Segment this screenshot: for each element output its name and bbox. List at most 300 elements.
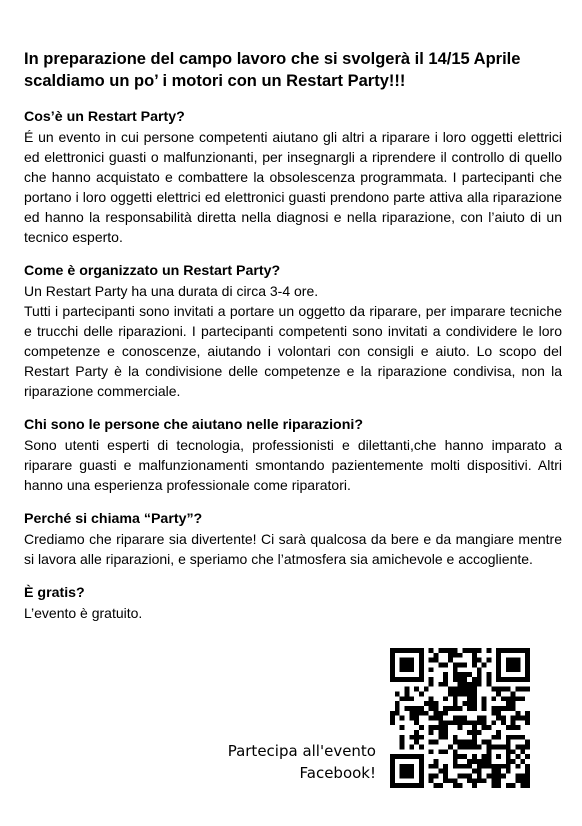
qr-module [458, 774, 463, 779]
qr-module [419, 783, 424, 788]
qr-module [453, 706, 458, 711]
qr-module [467, 701, 472, 706]
qr-module [458, 672, 463, 677]
qr-module [404, 687, 409, 692]
qr-module [472, 682, 477, 687]
qr-module [506, 745, 511, 750]
qr-module [472, 687, 477, 692]
qr-module [491, 706, 496, 711]
qr-module [525, 667, 530, 672]
qr-module [501, 687, 506, 692]
qr-module [525, 711, 530, 716]
qr-module [482, 740, 487, 745]
qr-module [472, 725, 477, 730]
qr-module [487, 682, 492, 687]
qr-module [419, 745, 424, 750]
qr-module [501, 648, 506, 653]
qr-module [477, 769, 482, 774]
qr-module [458, 687, 463, 692]
qr-module [448, 687, 453, 692]
qr-module [400, 677, 405, 682]
section-organization [24, 261, 562, 401]
qr-module [472, 658, 477, 663]
qr-module [424, 701, 429, 706]
qr-module [433, 706, 438, 711]
qr-module [472, 701, 477, 706]
cta-line: Facebook! [299, 764, 376, 782]
qr-module [443, 672, 448, 677]
qr-module [419, 754, 424, 759]
qr-module [458, 662, 463, 667]
qr-module [516, 725, 521, 730]
qr-module [467, 706, 472, 711]
qr-module [409, 711, 414, 716]
qr-module [429, 774, 434, 779]
qr-module [506, 677, 511, 682]
qr-module [487, 677, 492, 682]
qr-module [482, 725, 487, 730]
qr-module [506, 658, 511, 663]
qr-module [400, 696, 405, 701]
qr-module [491, 774, 496, 779]
qr-module [525, 745, 530, 750]
qr-module [511, 759, 516, 764]
qr-module [482, 764, 487, 769]
qr-module [487, 658, 492, 663]
qr-module [433, 783, 438, 788]
qr-module [438, 711, 443, 716]
qr-module [525, 672, 530, 677]
qr-module [525, 764, 530, 769]
qr-module [429, 667, 434, 672]
qr-module [409, 716, 414, 721]
qr-module [458, 677, 463, 682]
qr-module [395, 691, 400, 696]
qr-module [419, 648, 424, 653]
qr-module [491, 687, 496, 692]
qr-module [496, 672, 501, 677]
qr-module [462, 754, 467, 759]
qr-module [409, 696, 414, 701]
qr-module [482, 754, 487, 759]
qr-module [400, 662, 405, 667]
qr-module [409, 677, 414, 682]
qr-module [462, 648, 467, 653]
qr-module [520, 696, 525, 701]
section-body: Sono utenti esperti di tecnologia, professionisti e dilettanti,che hanno imparato a riparare guasti e malfunzionamenti smontando pazientemente molti dispositivi. Altri hanno una esperienza professionale come riparatori. [24, 437, 562, 493]
qr-module [404, 662, 409, 667]
qr-module [516, 662, 521, 667]
qr-module [525, 716, 530, 721]
qr-module [501, 716, 506, 721]
qr-module [390, 769, 395, 774]
qr-module [395, 754, 400, 759]
qr-module [506, 754, 511, 759]
qr-module [395, 711, 400, 716]
qr-module [516, 745, 521, 750]
qr-module [453, 740, 458, 745]
qr-module [467, 648, 472, 653]
qr-module [487, 740, 492, 745]
qr-module [453, 662, 458, 667]
qr-module [520, 677, 525, 682]
qr-module [458, 706, 463, 711]
qr-module [453, 701, 458, 706]
qr-module [477, 716, 482, 721]
qr-module [453, 749, 458, 754]
qr-module [453, 672, 458, 677]
qr-module [414, 648, 419, 653]
qr-module [472, 769, 477, 774]
qr-module [419, 711, 424, 716]
qr-module [453, 687, 458, 692]
qr-module [409, 658, 414, 663]
qr-module [467, 740, 472, 745]
qr-module [400, 667, 405, 672]
qr-module [477, 745, 482, 750]
qr-module [477, 648, 482, 653]
qr-module [506, 783, 511, 788]
qr-module [433, 658, 438, 663]
qr-module [520, 783, 525, 788]
qr-module [525, 769, 530, 774]
qr-module [429, 778, 434, 783]
qr-module [390, 716, 395, 721]
qr-module [511, 677, 516, 682]
qr-module [453, 735, 458, 740]
qr-module [525, 774, 530, 779]
qr-module [419, 769, 424, 774]
qr-module [520, 687, 525, 692]
qr-module [400, 774, 405, 779]
qr-module [438, 783, 443, 788]
qr-module [462, 764, 467, 769]
qr-module [482, 759, 487, 764]
qr-module [511, 783, 516, 788]
qr-module [390, 754, 395, 759]
qr-module [458, 716, 463, 721]
qr-module [433, 716, 438, 721]
qr-module [404, 769, 409, 774]
qr-module [511, 706, 516, 711]
qr-module [419, 778, 424, 783]
qr-module [516, 711, 521, 716]
qr-module [467, 682, 472, 687]
qr-module [390, 759, 395, 764]
qr-module [462, 682, 467, 687]
qr-module [400, 764, 405, 769]
qr-module [496, 658, 501, 663]
section-body: Un Restart Party ha una durata di circa 3-4 ore. Tutti i partecipanti sono invitati a portare un oggetto da riparare, per imparare tecniche e trucchi delle riparazioni. I partecipanti competenti sono invitati a condividere le loro competenze e conoscenze, aiutando i volontari con consigli e aiuto. Lo scopo del Restart Party è la condivisione delle competenze e la riparazione condivisa, non la riparazione commerciale. [24, 283, 562, 399]
qr-module [414, 687, 419, 692]
qr-module [419, 677, 424, 682]
qr-module [472, 730, 477, 735]
qr-module [433, 759, 438, 764]
qr-module [429, 701, 434, 706]
qr-module [472, 662, 477, 667]
qr-module [414, 730, 419, 735]
qr-module [506, 696, 511, 701]
qr-module [525, 754, 530, 759]
qr-module [496, 730, 501, 735]
qr-module [453, 759, 458, 764]
qr-module [443, 648, 448, 653]
qr-code-icon[interactable] [390, 648, 530, 788]
qr-module [419, 662, 424, 667]
qr-module [390, 653, 395, 658]
qr-module [414, 720, 419, 725]
qr-module [400, 754, 405, 759]
qr-module [448, 648, 453, 653]
qr-module [477, 672, 482, 677]
qr-module [429, 706, 434, 711]
qr-module [462, 720, 467, 725]
qr-module [525, 658, 530, 663]
qr-module [506, 706, 511, 711]
qr-module [390, 672, 395, 677]
qr-module [419, 735, 424, 740]
qr-module [467, 687, 472, 692]
cta-line: Partecipa all'evento [227, 742, 376, 760]
section-heading: Chi sono le persone che aiutano nelle riparazioni? [24, 417, 363, 433]
qr-module [400, 716, 405, 721]
qr-module [419, 725, 424, 730]
qr-module [448, 691, 453, 696]
qr-module [491, 735, 496, 740]
qr-module [400, 725, 405, 730]
qr-module [520, 648, 525, 653]
qr-module [462, 687, 467, 692]
qr-module [448, 653, 453, 658]
qr-module [448, 778, 453, 783]
qr-module [520, 778, 525, 783]
qr-module [409, 754, 414, 759]
qr-module [400, 783, 405, 788]
qr-module [443, 720, 448, 725]
qr-module [409, 769, 414, 774]
qr-module [472, 745, 477, 750]
qr-module [443, 774, 448, 779]
qr-module [429, 682, 434, 687]
facebook-event-callout [190, 740, 376, 784]
qr-module [525, 653, 530, 658]
qr-module [511, 725, 516, 730]
qr-module [487, 745, 492, 750]
qr-module [453, 653, 458, 658]
qr-module [419, 759, 424, 764]
qr-module [390, 662, 395, 667]
qr-module [472, 735, 477, 740]
qr-module [419, 658, 424, 663]
qr-module [419, 774, 424, 779]
qr-module [404, 658, 409, 663]
qr-module [433, 653, 438, 658]
qr-module [511, 691, 516, 696]
qr-module [443, 725, 448, 730]
qr-module [462, 740, 467, 745]
qr-module [501, 696, 506, 701]
qr-module [390, 677, 395, 682]
qr-module [419, 672, 424, 677]
qr-module [453, 716, 458, 721]
qr-module [467, 764, 472, 769]
qr-module [414, 706, 419, 711]
qr-module [429, 716, 434, 721]
qr-module [516, 774, 521, 779]
qr-module [467, 696, 472, 701]
qr-module [516, 658, 521, 663]
qr-module [438, 720, 443, 725]
qr-module [506, 687, 511, 692]
qr-module [496, 778, 501, 783]
qr-module [443, 711, 448, 716]
qr-module [472, 691, 477, 696]
qr-module [472, 706, 477, 711]
qr-module [520, 716, 525, 721]
qr-module [511, 667, 516, 672]
qr-module [462, 691, 467, 696]
qr-module [409, 706, 414, 711]
qr-module [429, 658, 434, 663]
qr-module [501, 677, 506, 682]
qr-module [395, 701, 400, 706]
qr-module [438, 769, 443, 774]
qr-module [467, 730, 472, 735]
qr-module [525, 677, 530, 682]
qr-module [501, 706, 506, 711]
qr-module [458, 691, 463, 696]
qr-module [438, 682, 443, 687]
qr-module [419, 667, 424, 672]
qr-module [472, 720, 477, 725]
qr-module [477, 667, 482, 672]
qr-module [438, 735, 443, 740]
qr-module [443, 706, 448, 711]
qr-module [472, 653, 477, 658]
qr-module [520, 735, 525, 740]
qr-module [400, 769, 405, 774]
qr-module [487, 648, 492, 653]
qr-module [419, 653, 424, 658]
qr-module [438, 730, 443, 735]
qr-module [409, 783, 414, 788]
qr-module [419, 691, 424, 696]
qr-module [453, 691, 458, 696]
qr-module [414, 711, 419, 716]
qr-module [501, 720, 506, 725]
qr-module [390, 783, 395, 788]
qr-module [443, 735, 448, 740]
qr-module [477, 778, 482, 783]
qr-module [443, 696, 448, 701]
qr-module [390, 711, 395, 716]
qr-module [491, 764, 496, 769]
qr-module [462, 672, 467, 677]
qr-module [433, 725, 438, 730]
qr-module [458, 754, 463, 759]
qr-module [472, 696, 477, 701]
qr-module [491, 711, 496, 716]
qr-module [409, 662, 414, 667]
qr-module [443, 677, 448, 682]
qr-module [511, 716, 516, 721]
qr-module [496, 754, 501, 759]
qr-module [438, 662, 443, 667]
qr-module [448, 706, 453, 711]
qr-module [487, 749, 492, 754]
section-helpers [24, 415, 562, 495]
qr-module [487, 672, 492, 677]
qr-module [395, 648, 400, 653]
qr-module [516, 687, 521, 692]
qr-module [477, 774, 482, 779]
qr-module [511, 735, 516, 740]
qr-module [496, 769, 501, 774]
section-why-party [24, 509, 562, 569]
qr-module [501, 764, 506, 769]
section-what-is [24, 107, 562, 247]
qr-module [477, 764, 482, 769]
qr-module [496, 706, 501, 711]
qr-module [496, 677, 501, 682]
qr-module [404, 696, 409, 701]
qr-module [458, 682, 463, 687]
qr-module [511, 720, 516, 725]
qr-module [482, 701, 487, 706]
section-heading: Come è organizzato un Restart Party? [24, 263, 281, 279]
qr-module [516, 754, 521, 759]
qr-module [404, 677, 409, 682]
qr-module [409, 735, 414, 740]
qr-module [429, 677, 434, 682]
qr-module [462, 662, 467, 667]
qr-module [472, 783, 477, 788]
qr-module [414, 735, 419, 740]
qr-module [453, 720, 458, 725]
qr-module [404, 667, 409, 672]
qr-module [433, 701, 438, 706]
qr-module [525, 662, 530, 667]
qr-module [477, 677, 482, 682]
qr-module [429, 696, 434, 701]
qr-module [496, 783, 501, 788]
qr-module [520, 759, 525, 764]
qr-module [506, 667, 511, 672]
qr-module [520, 749, 525, 754]
qr-module [458, 783, 463, 788]
qr-module [477, 730, 482, 735]
qr-module [506, 759, 511, 764]
qr-module [462, 716, 467, 721]
qr-module [458, 725, 463, 730]
qr-module [443, 662, 448, 667]
qr-module [443, 682, 448, 687]
qr-module [491, 769, 496, 774]
qr-module [462, 774, 467, 779]
qr-module [525, 783, 530, 788]
flyer-headline: In preparazione del campo lavoro che si svolgerà il 14/15 Aprile scaldiamo un po’ i motori con un Restart Party!!! [24, 50, 521, 90]
qr-module [404, 764, 409, 769]
qr-module [477, 720, 482, 725]
qr-module [400, 745, 405, 750]
qr-module [516, 677, 521, 682]
qr-module [491, 778, 496, 783]
qr-module [506, 648, 511, 653]
qr-module [453, 696, 458, 701]
qr-module [429, 648, 434, 653]
qr-module [414, 740, 419, 745]
qr-module [462, 745, 467, 750]
